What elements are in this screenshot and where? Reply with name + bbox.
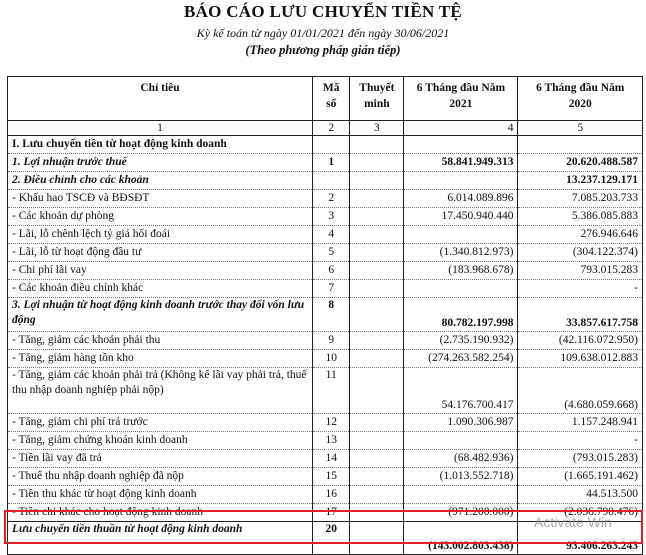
row-note [350,226,404,244]
header-code: Mã số [313,77,350,121]
row-label: - Tiền chi khác cho hoạt động kinh doanh [8,504,313,522]
row-value-2021: 54.176.700.417 [404,368,518,414]
table-row [8,280,643,298]
row-value-2020: (4.680.059.668) [518,368,643,414]
row-value-2021 [404,432,518,450]
row-label: 2. Điều chỉnh cho các khoản [8,172,313,190]
row-label: - Tiền lãi vay đã trả [8,450,313,468]
row-value-2021: (1.013.552.718) [404,468,518,486]
row-code: 9 [313,332,350,350]
row-value-2020: - [518,432,643,450]
row-label: - Chi phí lãi vay [8,262,313,280]
row-code: 13 [313,432,350,450]
row-note [350,486,404,504]
row-label: - Tăng, giảm các khoản phải thu [8,332,313,350]
row-value-2021: (2.735.190.932) [404,332,518,350]
table-row [8,208,643,226]
row-note [350,244,404,262]
table-row [8,486,643,504]
row-code: 16 [313,486,350,504]
row-value-2020: 44.513.500 [518,486,643,504]
table-row [8,136,643,154]
row-note [350,136,404,154]
row-value-2020: (793.015.283) [518,450,643,468]
row-note [350,368,404,414]
row-label: - Tăng, giảm hàng tồn kho [8,350,313,368]
table-row [8,468,643,486]
row-code: 11 [313,368,350,414]
row-value-2021: (183.968.678) [404,262,518,280]
report-period: Kỳ kế toán từ ngày 01/01/2021 đến ngày 30/06/2021 [196,26,450,40]
row-value-2020: 20.620.488.587 [518,154,643,172]
row-value-2020: - [518,280,643,298]
row-note [350,208,404,226]
row-value-2021 [404,280,518,298]
row-value-2020: 7.085.203.733 [518,190,643,208]
row-value-2020: 13.237.129.171 [518,172,643,190]
row-value-2020: (1.665.191.462) [518,468,643,486]
row-code: 17 [313,504,350,522]
row-value-2020 [518,136,643,154]
row-value-2020: 793.015.283 [518,262,643,280]
row-value-2020: 109.638.012.883 [518,350,643,368]
row-note [350,350,404,368]
column-index: 5 [518,121,643,136]
activate-windows-watermark: Activate Win [534,514,612,530]
table-row [8,190,643,208]
report-method: (Theo phương pháp gián tiếp) [245,43,401,57]
row-note [350,190,404,208]
row-value-2021 [404,226,518,244]
row-label: - Tăng, giảm chứng khoán kinh doanh [8,432,313,450]
row-note [350,280,404,298]
column-index: 2 [313,121,350,136]
row-note [350,332,404,350]
table-row [8,432,643,450]
row-label: - Lãi, lỗ từ hoạt động đầu tư [8,244,313,262]
row-value-2021 [404,486,518,504]
row-value-2021: (274.263.582.254) [404,350,518,368]
row-label: 1. Lợi nhuận trước thuế [8,154,313,172]
row-code: 2 [313,190,350,208]
header-item: Chỉ tiêu [8,77,313,121]
row-label: - Tăng, giảm các khoản phải trả (Không kể lãi vay phải trả, thuế thu nhập doanh nghiệp phải nộp) [8,368,313,414]
row-note [350,262,404,280]
row-note [350,154,404,172]
row-value-2021: (1.340.812.973) [404,244,518,262]
row-code: 6 [313,262,350,280]
column-index: 1 [8,121,313,136]
column-index: 3 [350,121,404,136]
row-value-2020: 1.157.248.941 [518,414,643,432]
row-code [313,172,350,190]
row-code: 10 [313,350,350,368]
row-label: - Các khoản dự phòng [8,208,313,226]
table-row [8,350,643,368]
row-code: 20 [313,522,350,555]
column-index: 4 [404,121,518,136]
cash-flow-table [7,76,643,555]
row-code: 3 [313,208,350,226]
header-2020: 6 Tháng đầu Năm 2020 [518,77,643,121]
row-label: - Thuế thu nhập doanh nghiệp đã nộp [8,468,313,486]
row-value-2020: 93.406.263.243 [518,522,643,555]
row-code: 12 [313,414,350,432]
row-label: Lưu chuyển tiền thuần từ hoạt động kinh doanh [8,522,313,555]
row-label: - Tăng, giảm chi phí trả trước [8,414,313,432]
table-row [8,226,643,244]
header-note: Thuyết minh [350,77,404,121]
report-title: BÁO CÁO LƯU CHUYỂN TIỀN TỆ [183,2,463,21]
row-value-2020: 276.946.646 [518,226,643,244]
table-row [8,414,643,432]
column-index-row [8,121,643,136]
row-code: 4 [313,226,350,244]
row-code: 1 [313,154,350,172]
row-value-2020: 5.386.085.883 [518,208,643,226]
row-value-2021: (971.200.000) [404,504,518,522]
row-label: - Lãi, lỗ chênh lệch tỷ giá hối đoái [8,226,313,244]
row-note [350,298,404,332]
row-note [350,432,404,450]
row-value-2021 [404,136,518,154]
row-label: - Khấu hao TSCĐ và BĐSĐT [8,190,313,208]
row-value-2020: 33.857.617.758 [518,298,643,332]
table-row [8,298,643,332]
row-value-2021 [404,172,518,190]
row-value-2020: (304.122.374) [518,244,643,262]
row-note [350,172,404,190]
table-row [8,262,643,280]
row-value-2021: 58.841.949.313 [404,154,518,172]
row-code: 15 [313,468,350,486]
row-label: - Tiền thu khác từ hoạt động kinh doanh [8,486,313,504]
row-code: 7 [313,280,350,298]
row-value-2020: (2.036.790.476) [518,504,643,522]
row-value-2021: 17.450.940.440 [404,208,518,226]
row-value-2021: 1.090.306.987 [404,414,518,432]
row-code: 5 [313,244,350,262]
row-value-2021: 6.014.089.896 [404,190,518,208]
table-row [8,332,643,350]
row-note [350,450,404,468]
row-code [313,136,350,154]
table-row [8,244,643,262]
row-value-2020: (42.116.072.950) [518,332,643,350]
row-value-2021: 80.782.197.998 [404,298,518,332]
table-row [8,368,643,414]
header-2021: 6 Tháng đầu Năm 2021 [404,77,518,121]
row-value-2021: (143.002.803.438) [404,522,518,555]
table-header-row [8,77,643,121]
table-row [8,172,643,190]
row-label: I. Lưu chuyển tiền từ hoạt động kinh doanh [8,136,313,154]
row-code: 8 [313,298,350,332]
table-row [8,450,643,468]
row-code: 14 [313,450,350,468]
row-note [350,414,404,432]
row-label: - Các khoản điều chỉnh khác [8,280,313,298]
table-row [8,154,643,172]
row-label: 3. Lợi nhuận từ hoạt động kinh doanh trước thay đổi vốn lưu động [8,298,313,332]
row-value-2021: (68.482.936) [404,450,518,468]
row-note [350,468,404,486]
